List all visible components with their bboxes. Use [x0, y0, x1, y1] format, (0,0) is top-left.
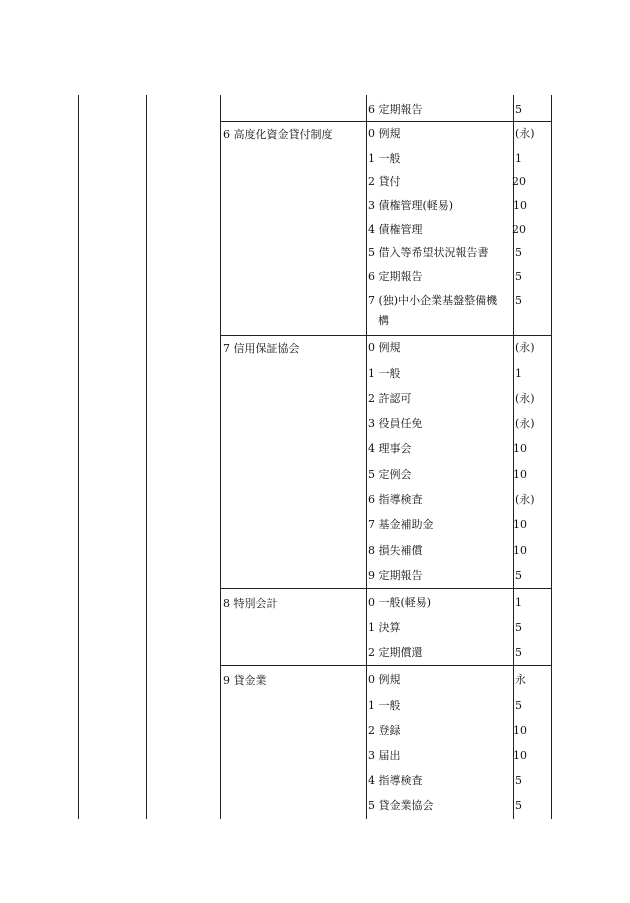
- retention-years: 1: [515, 596, 522, 609]
- table-row: [220, 719, 551, 744]
- item-label: 3 役員任免: [368, 417, 423, 430]
- table-row: [220, 170, 551, 195]
- group-name: 6 高度化資金貸付制度: [223, 128, 333, 141]
- table-row: [220, 591, 551, 616]
- item-label: 2 登録: [368, 724, 401, 737]
- retention-years: 10: [513, 199, 527, 212]
- table-row: [220, 194, 551, 219]
- group-name: 7 信用保証協会: [223, 342, 300, 355]
- item-label: 1 一般: [368, 367, 401, 380]
- column-rule-6: [551, 95, 552, 819]
- retention-years: 1: [515, 152, 522, 165]
- column-rule-1: [78, 95, 79, 819]
- item-label: 7 基金補助金: [368, 518, 434, 531]
- item-label: 4 指導検査: [368, 774, 423, 787]
- table-row: [220, 616, 551, 641]
- retention-years: 5: [515, 246, 522, 259]
- table-row: [220, 794, 551, 819]
- table-row: [220, 122, 551, 147]
- item-label: 8 損失補償: [368, 544, 423, 557]
- item-label: 6 指導検査: [368, 493, 423, 506]
- item-label: 5 貸金業協会: [368, 799, 434, 812]
- retention-years: (永): [515, 417, 535, 430]
- table-row: [220, 289, 551, 336]
- group-name: 8 特別会計: [223, 597, 278, 610]
- retention-years: 5: [515, 621, 522, 634]
- retention-years: 5: [515, 569, 522, 582]
- retention-years: 永: [515, 673, 526, 686]
- table-row: [220, 241, 551, 266]
- item-label: 4 債権管理: [368, 223, 423, 236]
- item-label: 1 一般: [368, 699, 401, 712]
- retention-years: 10: [513, 724, 527, 737]
- retention-years: (永): [515, 341, 535, 354]
- item-label: 4 理事会: [368, 442, 412, 455]
- table-row: [220, 463, 551, 488]
- item-label: 0 一般(軽易): [368, 596, 432, 609]
- retention-years: 10: [513, 468, 527, 481]
- table-row: [220, 437, 551, 462]
- item-label: 9 定期報告: [368, 569, 423, 582]
- item-label: 7 (独)中小企業基盤整備機: [368, 294, 498, 307]
- retention-years: 5: [515, 270, 522, 283]
- item-label: 3 債権管理(軽易): [368, 199, 454, 212]
- retention-years: 5: [515, 699, 522, 712]
- retention-years: 10: [513, 544, 527, 557]
- table-group: [220, 98, 551, 121]
- table-group: [220, 665, 551, 820]
- table-row: [220, 218, 551, 243]
- table-row: [220, 362, 551, 387]
- retention-years: 20: [512, 175, 526, 188]
- retention-years: 10: [513, 749, 527, 762]
- retention-years: 5: [515, 774, 522, 787]
- column-rule-2: [146, 95, 147, 819]
- retention-years: (永): [515, 493, 535, 506]
- item-label: 5 借入等希望状況報告書: [368, 246, 489, 259]
- retention-years: (永): [515, 127, 535, 140]
- retention-years: 5: [515, 294, 522, 307]
- table-row: [220, 564, 551, 589]
- item-label: 2 定期償還: [368, 646, 423, 659]
- item-label: 0 例規: [368, 673, 401, 686]
- item-label: 3 届出: [368, 749, 401, 762]
- retention-years: 20: [512, 223, 526, 236]
- table-row: [220, 539, 551, 564]
- group-name: 9 貸金業: [223, 674, 267, 687]
- item-label: 0 例規: [368, 341, 401, 354]
- table-row: [220, 265, 551, 290]
- retention-years: 5: [515, 646, 522, 659]
- item-label-continuation: 構: [378, 314, 389, 327]
- retention-years: 5: [515, 799, 522, 812]
- table-row: [220, 98, 551, 123]
- retention-years: 5: [515, 103, 522, 116]
- table-group: [220, 588, 551, 666]
- table-row: [220, 336, 551, 361]
- table-row: [220, 147, 551, 172]
- table-row: [220, 769, 551, 794]
- table-row: [220, 412, 551, 437]
- retention-years: 10: [513, 518, 527, 531]
- table-row: [220, 668, 551, 693]
- table-row: [220, 513, 551, 538]
- item-label: 2 許認可: [368, 392, 412, 405]
- item-label: 1 決算: [368, 621, 401, 634]
- item-label: 2 貸付: [368, 175, 401, 188]
- retention-years: 1: [515, 367, 522, 380]
- table-row: [220, 694, 551, 719]
- item-label: 6 定期報告: [368, 103, 423, 116]
- table-row: [220, 488, 551, 513]
- retention-years: 10: [513, 442, 527, 455]
- item-label: 0 例規: [368, 127, 401, 140]
- retention-years: (永): [515, 392, 535, 405]
- item-label: 6 定期報告: [368, 270, 423, 283]
- item-label: 1 一般: [368, 152, 401, 165]
- table-group: [220, 335, 551, 589]
- item-label: 5 定例会: [368, 468, 412, 481]
- table-group: [220, 121, 551, 336]
- table-row: [220, 641, 551, 666]
- table-row: [220, 744, 551, 769]
- table-row: [220, 387, 551, 412]
